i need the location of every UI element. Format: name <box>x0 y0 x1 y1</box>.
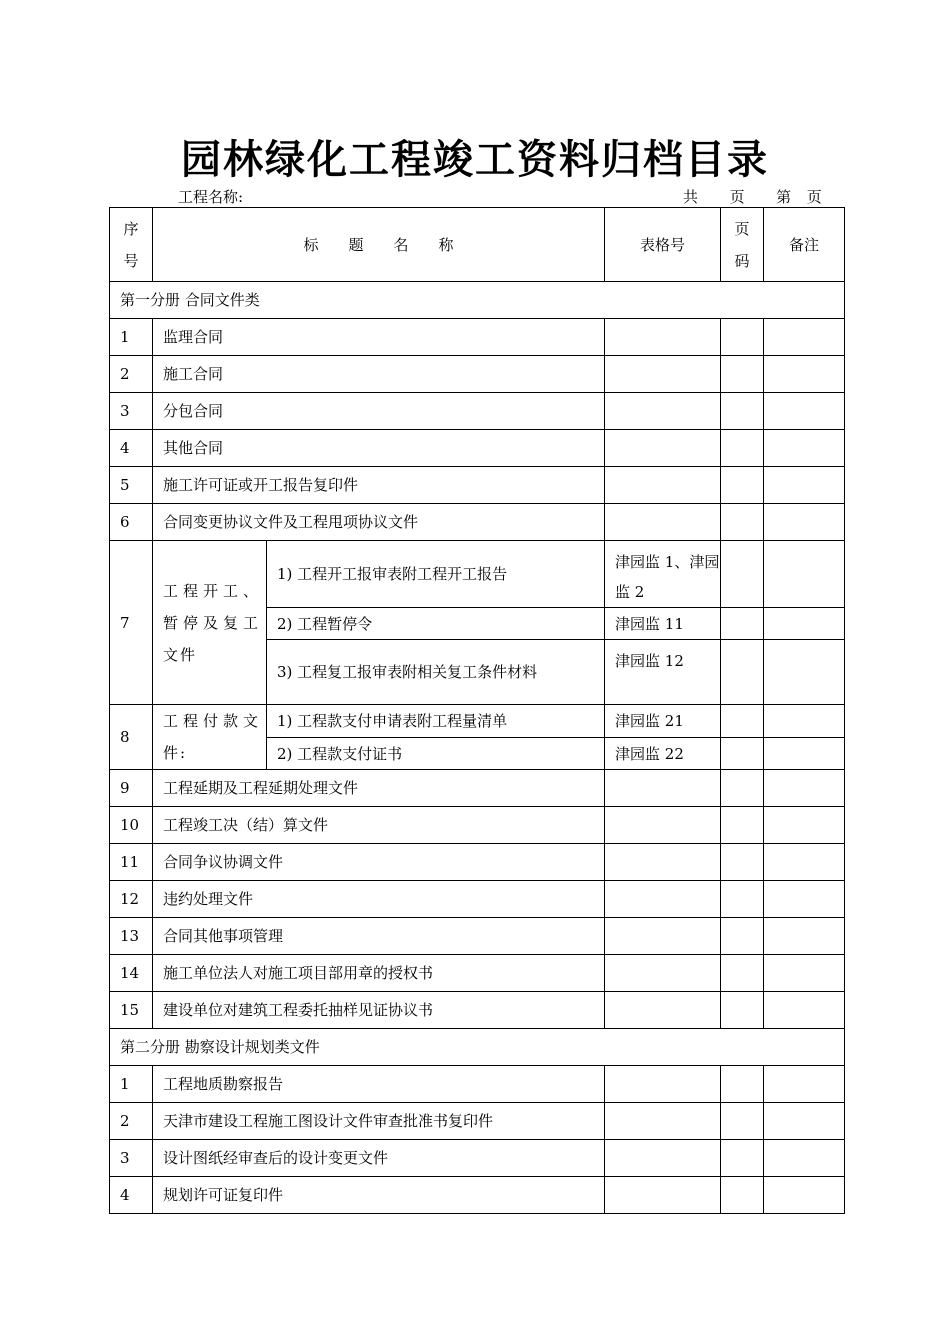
page-count-line <box>683 186 822 207</box>
row-no: 9 <box>110 770 153 807</box>
row-no: 3 <box>110 1140 153 1177</box>
row-name: 工程竣工决（结）算文件 <box>153 807 605 844</box>
table-row <box>110 1177 845 1214</box>
table-row <box>110 541 845 608</box>
table-row <box>110 1066 845 1103</box>
table-row <box>110 992 845 1029</box>
row-no: 12 <box>110 881 153 918</box>
nth-label: 第 <box>776 188 792 206</box>
row-name: 施工合同 <box>153 356 605 393</box>
table-row <box>110 467 845 504</box>
row-no: 11 <box>110 844 153 881</box>
row-no: 1 <box>110 1066 153 1103</box>
sub-row-name: 2) 工程款支付证书 <box>267 738 605 770</box>
section-title: 第二分册 勘察设计规划类文件 <box>110 1029 845 1066</box>
table-row <box>110 705 845 738</box>
row-name: 监理合同 <box>153 319 605 356</box>
row-no: 4 <box>110 1177 153 1214</box>
sub-row-name: 1) 工程开工报审表附工程开工报告 <box>267 541 605 608</box>
row-name: 其他合同 <box>153 430 605 467</box>
section-row <box>110 1029 845 1066</box>
table-row <box>110 955 845 992</box>
row-name: 合同其他事项管理 <box>153 918 605 955</box>
page-label-2: 页 <box>806 188 822 206</box>
row-name: 施工单位法人对施工项目部用章的授权书 <box>153 955 605 992</box>
sub-row-form: 津园监 11 <box>605 608 721 640</box>
row-name: 规划许可证复印件 <box>153 1177 605 1214</box>
table-row <box>110 844 845 881</box>
sub-row-form: 津园监 22 <box>605 738 721 770</box>
row-group-name: 工程开工、暂停及复工文件 <box>153 541 267 705</box>
row-no: 2 <box>110 1103 153 1140</box>
table-row <box>110 918 845 955</box>
row-group-name: 工程付款文件: <box>153 705 267 770</box>
row-no: 8 <box>110 705 153 770</box>
table-row <box>110 430 845 467</box>
row-no: 15 <box>110 992 153 1029</box>
table-row <box>110 356 845 393</box>
header-seq: 序 号 <box>110 208 153 282</box>
total-label: 共 <box>683 188 699 206</box>
sub-row-form: 津园监 1、津园监 2 <box>605 541 721 608</box>
table-row <box>110 881 845 918</box>
row-name: 设计图纸经审查后的设计变更文件 <box>153 1140 605 1177</box>
row-name: 工程延期及工程延期处理文件 <box>153 770 605 807</box>
table-row <box>110 1103 845 1140</box>
row-name: 合同变更协议文件及工程甩项协议文件 <box>153 504 605 541</box>
row-name: 分包合同 <box>153 393 605 430</box>
row-no: 13 <box>110 918 153 955</box>
catalog-table <box>109 207 845 1214</box>
row-name: 合同争议协调文件 <box>153 844 605 881</box>
project-name-label: 工程名称: <box>178 188 244 206</box>
table-row <box>110 319 845 356</box>
sub-row-form: 津园监 12 <box>605 640 721 705</box>
table-header <box>110 208 845 282</box>
sub-row-form: 津园监 21 <box>605 705 721 738</box>
table-row <box>110 807 845 844</box>
section-title: 第一分册 合同文件类 <box>110 282 845 319</box>
row-no: 5 <box>110 467 153 504</box>
row-no: 6 <box>110 504 153 541</box>
header-form-no: 表格号 <box>605 208 721 282</box>
row-name: 违约处理文件 <box>153 881 605 918</box>
row-no: 10 <box>110 807 153 844</box>
row-name: 施工许可证或开工报告复印件 <box>153 467 605 504</box>
row-no: 7 <box>110 541 153 705</box>
row-no: 1 <box>110 319 153 356</box>
row-name: 工程地质勘察报告 <box>153 1066 605 1103</box>
header-page: 页 码 <box>721 208 764 282</box>
table-row <box>110 504 845 541</box>
row-no: 4 <box>110 430 153 467</box>
sub-row-name: 3) 工程复工报审表附相关复工条件材料 <box>267 640 605 705</box>
section-row <box>110 282 845 319</box>
row-no: 2 <box>110 356 153 393</box>
sub-row-name: 2) 工程暂停令 <box>267 608 605 640</box>
header-remark: 备注 <box>764 208 845 282</box>
table-row <box>110 393 845 430</box>
table-row <box>110 770 845 807</box>
page-label: 页 <box>729 188 745 206</box>
page-title: 园林绿化工程竣工资料归档目录 <box>181 136 769 183</box>
row-name: 天津市建设工程施工图设计文件审查批准书复印件 <box>153 1103 605 1140</box>
row-no: 14 <box>110 955 153 992</box>
row-name: 建设单位对建筑工程委托抽样见证协议书 <box>153 992 605 1029</box>
sub-row-name: 1) 工程款支付申请表附工程量清单 <box>267 705 605 738</box>
header-title: 标 题 名 称 <box>153 208 605 282</box>
table-row <box>110 1140 845 1177</box>
row-no: 3 <box>110 393 153 430</box>
